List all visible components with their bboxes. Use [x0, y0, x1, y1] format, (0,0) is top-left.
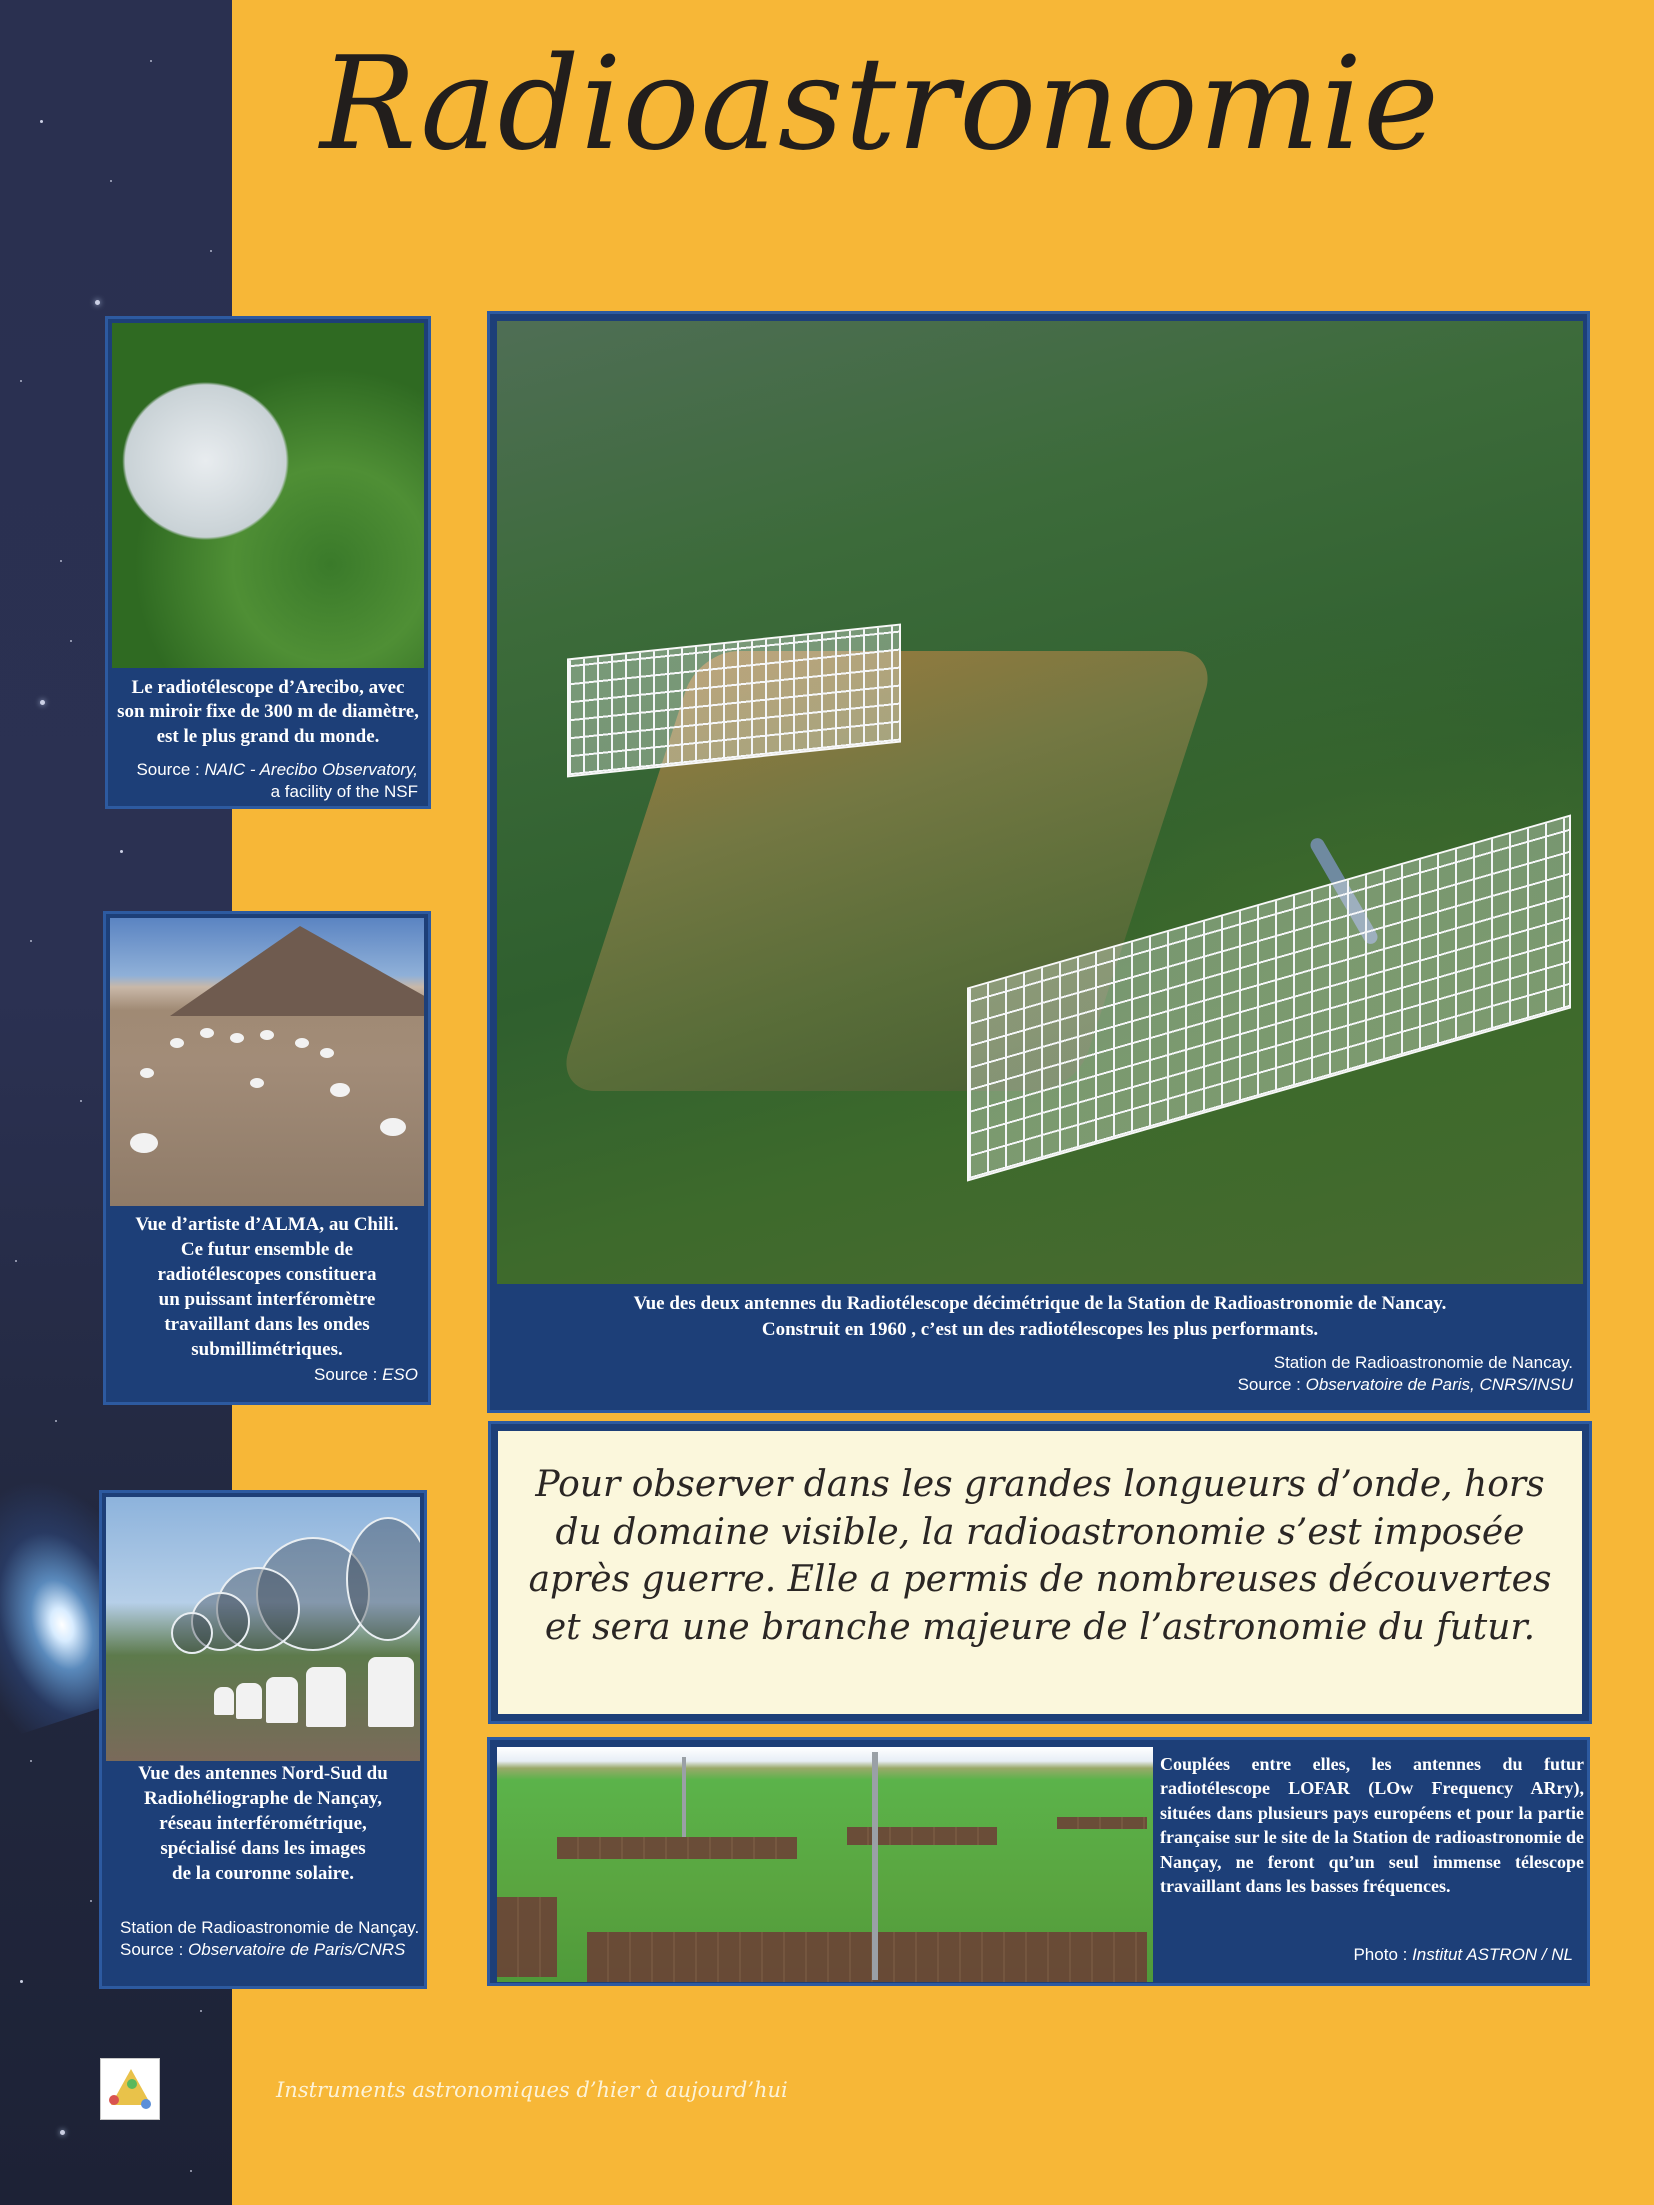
- lofar-panel: [487, 1737, 1590, 1986]
- org-logo: [100, 2058, 160, 2120]
- arecibo-caption: Le radiotélescope d’Arecibo, avec son miroir fixe de 300 m de diamètre, est le plus grand du monde.: [117, 677, 419, 747]
- footer-series-title: Instruments astronomiques d’hier à aujourd’hui: [276, 2078, 788, 2102]
- nancay-caption: Vue des deux antennes du Radiotélescope décimétrique de la Station de Radioastronomie de Nancay. Construit en 1960 , c’est un des radiotélescopes les plus performants.: [633, 1293, 1447, 1340]
- page-title: Radioastronomie: [320, 30, 1440, 179]
- lofar-source: Photo : Institut ASTRON / NL: [1353, 1945, 1573, 1964]
- arecibo-panel: [105, 316, 431, 809]
- nancay-source: Station de Radioastronomie de Nancay. Source : Observatoire de Paris, CNRS/INSU: [1237, 1353, 1573, 1395]
- radioheliographe-panel: [99, 1490, 427, 1989]
- intro-quote-box: [491, 1424, 1589, 1721]
- lofar-caption: Couplées entre elles, les antennes du futur radiotélescope LOFAR (LOw Frequency ARry), situées dans plusieurs pays européens et pour la partie française sur le site de la Station de radioastronomie de Nançay, ne feront qu’un seul immense télescope travaillant dans les basses fréquences.: [1160, 1754, 1584, 1897]
- radioheliographe-caption: Vue des antennes Nord-Sud du Radiohéliographe de Nançay, réseau interférométrique, spécialisé dans les images de la couronne solaire.: [138, 1763, 388, 1885]
- alma-photo: [110, 918, 424, 1206]
- alma-panel: [103, 911, 431, 1405]
- radioheliographe-photo: [106, 1497, 420, 1761]
- intro-quote-text: Pour observer dans les grandes longueurs d’onde, hors du domaine visible, la radioastronomie s’est imposée après guerre. Elle a permis de nombreuses découvertes et sera une branche majeure de l’astronomie du futur.: [528, 1464, 1552, 1648]
- arecibo-photo: [112, 323, 424, 668]
- alma-caption: Vue d’artiste d’ALMA, au Chili. Ce futur ensemble de radiotélescopes constituera un puissant interféromètre travaillant dans les ondes submillimétriques.: [135, 1214, 399, 1361]
- radioheliographe-source: Station de Radioastronomie de Nançay. Source : Observatoire de Paris/CNRS: [120, 1918, 420, 1960]
- alma-source: Source : ESO: [314, 1365, 418, 1384]
- arecibo-source: Source : NAIC - Arecibo Observatory, a facility of the NSF: [136, 760, 418, 802]
- nancay-photo: [497, 321, 1583, 1284]
- lofar-photo: [497, 1747, 1153, 1982]
- nancay-panel: [487, 311, 1590, 1413]
